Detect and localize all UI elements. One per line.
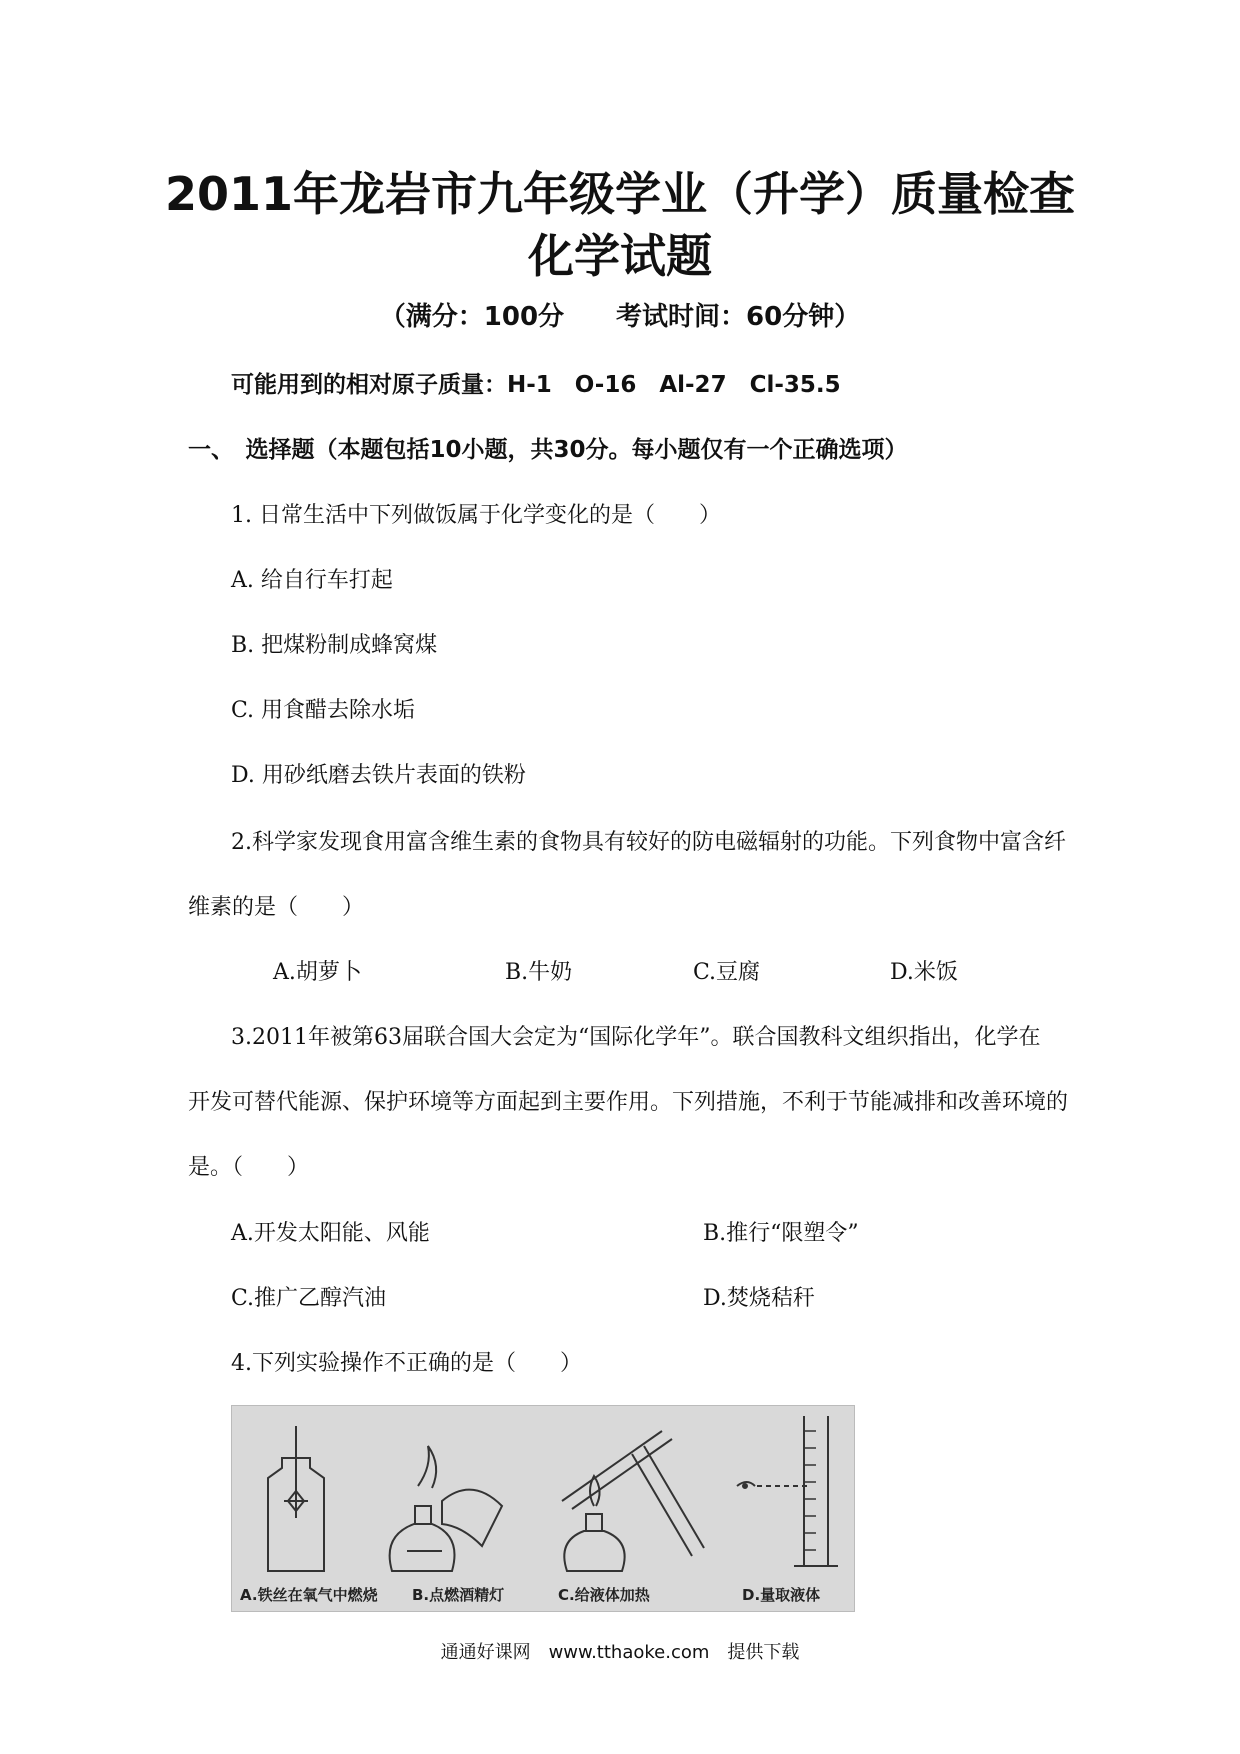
question-3-stem-line-3: 是。（ ） — [188, 1155, 310, 1180]
section-heading: 一、 选择题（本题包括10小题，共30分。每小题仅有一个正确选项） — [188, 437, 908, 463]
question-3-option-a: A.开发太阳能、风能 — [231, 1221, 430, 1246]
figure-caption-a: A.铁丝在氧气中燃烧 — [240, 1586, 378, 1604]
question-1-option-b: B. 把煤粉制成蜂窝煤 — [231, 633, 438, 658]
question-1-stem: 1. 日常生活中下列做饭属于化学变化的是（ ） — [231, 503, 721, 528]
question-1-option-d: D. 用砂纸磨去铁片表面的铁粉 — [231, 763, 526, 788]
question-2-option-d: D.米饭 — [890, 960, 958, 985]
graduated-cylinder-icon — [737, 1416, 838, 1566]
question-1-option-a: A. 给自行车打起 — [231, 568, 393, 593]
question-2-option-a: A.胡萝卜 — [273, 960, 362, 985]
figure-caption-c: C.给液体加热 — [558, 1586, 650, 1604]
title-line-2: 化学试题 — [528, 229, 712, 283]
question-2-option-c: C.豆腐 — [693, 960, 761, 985]
test-tube-heating-icon — [562, 1431, 704, 1571]
lab-operations-drawing — [232, 1406, 854, 1611]
question-3-stem-line-2: 开发可替代能源、保护环境等方面起到主要作用。下列措施，不利于节能减排和改善环境的 — [188, 1090, 1069, 1115]
question-2-stem-line-2: 维素的是（ ） — [188, 895, 365, 920]
figure-caption-d: D.量取液体 — [742, 1586, 821, 1604]
lab-operations-figure — [231, 1405, 855, 1612]
exam-info: （满分：100分 考试时间：60分钟） — [379, 302, 861, 332]
question-3-option-b: B.推行“限塑令” — [703, 1221, 859, 1246]
question-1-option-c: C. 用食醋去除水垢 — [231, 698, 416, 723]
alcohol-lamp-icon — [390, 1446, 502, 1571]
title-line-1: 2011年龙岩市九年级学业（升学）质量检查 — [164, 167, 1076, 221]
question-3-stem-line-1: 3.2011年被第63届联合国大会定为“国际化学年”。联合国教科文组织指出，化学在 — [231, 1025, 1041, 1050]
footer-text: 通通好课网 www.tthaoke.com 提供下载 — [440, 1642, 800, 1663]
question-3-option-d: D.焚烧秸秆 — [703, 1286, 815, 1311]
question-2-stem-line-1: 2.科学家发现食用富含维生素的食物具有较好的防电磁辐射的功能。下列食物中富含纤 — [231, 830, 1066, 855]
oxygen-bottle-icon — [268, 1426, 324, 1571]
question-4-stem: 4.下列实验操作不正确的是（ ） — [231, 1351, 582, 1376]
question-3-option-c: C.推广乙醇汽油 — [231, 1286, 387, 1311]
figure-caption-b: B.点燃酒精灯 — [412, 1586, 505, 1604]
atomic-masses: 可能用到的相对原子质量：H-1 O-16 Al-27 Cl-35.5 — [231, 372, 841, 398]
question-2-option-b: B.牛奶 — [505, 960, 573, 985]
